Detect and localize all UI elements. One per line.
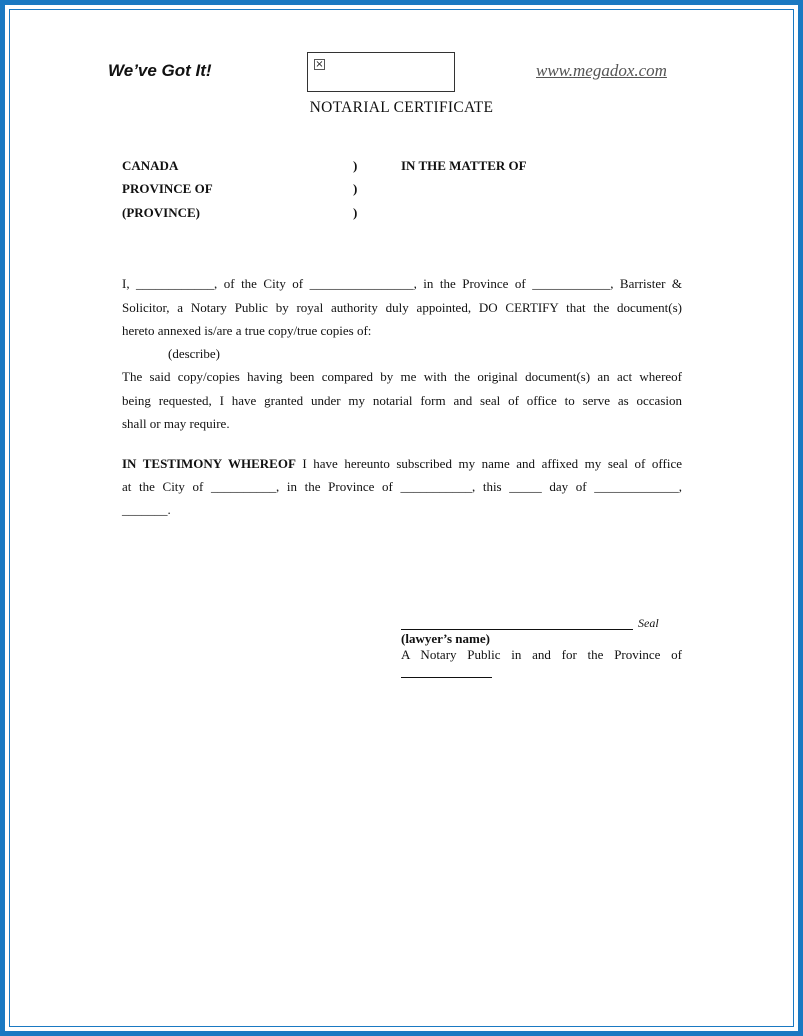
lawyer-name-label: (lawyer’s name) — [401, 631, 490, 646]
para1-line1: I, ____________, of the City of ________________, in the Province of ____________, Barrister & — [122, 276, 682, 291]
province-blank-line — [401, 677, 492, 678]
testimony-heading: IN TESTIMONY WHEREOF — [122, 456, 296, 471]
caption-left-1: CANADA — [122, 158, 179, 173]
broken-image-icon: × — [315, 59, 324, 70]
signature-line — [401, 629, 633, 630]
para2-line1: The said copy/copies having been compared by me with the original document(s) an act whereof — [122, 369, 682, 384]
para1-line2: Solicitor, a Notary Public by royal authority duly appointed, DO CERTIFY that the document(s) — [122, 300, 682, 315]
para1-line3: hereto annexed is/are a true copy/true copies of: — [122, 323, 372, 338]
caption-bracket-2: ) — [353, 181, 358, 196]
para2-line2: being requested, I have granted under my notarial form and seal of office to serve as occasion — [122, 393, 682, 408]
testimony-line1 — [122, 456, 682, 472]
caption-left-3: (PROVINCE) — [122, 205, 200, 220]
testimony-text: I have hereunto subscribed my name and affixed my seal of office — [295, 456, 682, 471]
testimony-line2: at the City of __________, in the Province of ___________, this _____ day of _____________, — [122, 479, 682, 494]
document-title: NOTARIAL CERTIFICATE — [309, 99, 494, 116]
slogan: We’ve Got It! — [108, 61, 212, 80]
notary-line: A Notary Public in and for the Province of — [401, 647, 682, 662]
para2-line3: shall or may require. — [122, 416, 230, 431]
testimony-line3: _______. — [122, 502, 171, 517]
website-link[interactable]: www.megadox.com — [536, 61, 667, 80]
caption-matter: IN THE MATTER OF — [401, 158, 527, 173]
logo-placeholder — [307, 52, 455, 92]
caption-bracket-3: ) — [353, 205, 358, 220]
seal-label: Seal — [638, 616, 659, 630]
caption-left-2: PROVINCE OF — [122, 181, 213, 196]
caption-bracket-1: ) — [353, 158, 358, 173]
describe-label: (describe) — [168, 346, 220, 361]
